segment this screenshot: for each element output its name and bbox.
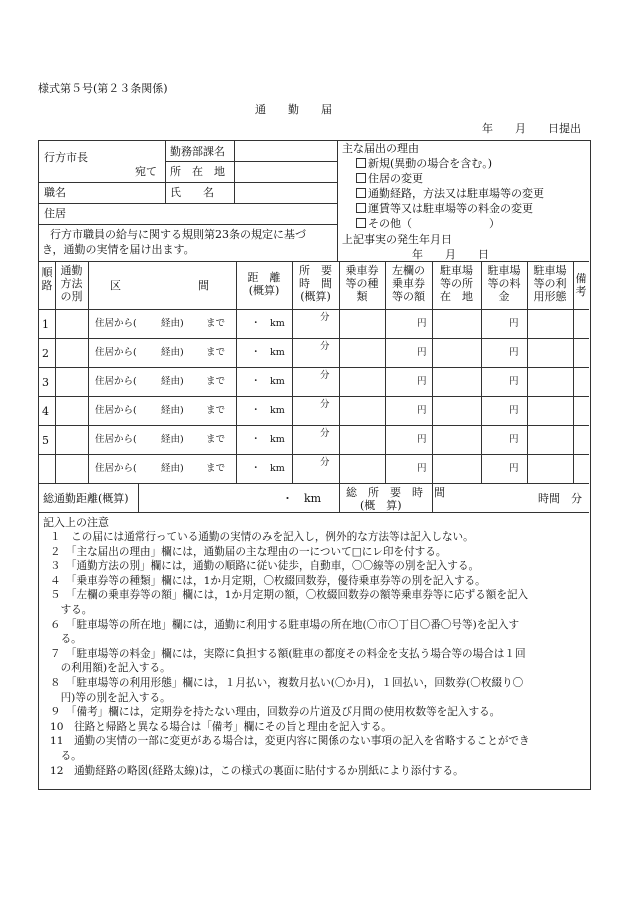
occurrence-date: 年 月 日: [412, 248, 489, 261]
note-line: 12 通勤経路の略図(経路太線)は，この様式の裏面に貼付するか別紙により添付する。: [50, 764, 464, 777]
note-line: ９ 「備考」欄には，定期券を持たない理由，回数券の片道及び月間の使用枚数等を記入する。: [50, 706, 501, 719]
notes-title: 記入上の注意: [43, 516, 109, 529]
distance-unit: ・ km: [251, 347, 285, 358]
minutes-unit: 分: [320, 457, 330, 468]
header-parking-fee: 駐車場 等の料 金: [487, 264, 521, 303]
note-line: ７ 「駐車場等の料金」欄には，実際に負担する額(駐車の都度その料金を支払う場合等の場合は１回: [50, 647, 526, 660]
row-number: 1: [42, 318, 49, 331]
parking-fee-yen: 円: [509, 347, 519, 358]
note-line: ６ 「駐車場等の所在地」欄には，通勤に利用する駐車場の所在地(〇市〇丁目〇番〇号等)を記入す: [50, 618, 520, 631]
header-parking-usage: 駐車場 等の利 用形態: [533, 264, 567, 303]
note-line: の利用額)を記入する。: [50, 662, 171, 675]
note-line: る。: [50, 750, 82, 762]
location-label: 所 在 地: [170, 165, 225, 178]
total-distance-unit: ・ km: [282, 492, 322, 505]
submission-date: 年 月 日提出: [482, 122, 581, 135]
header-section: 区 間: [110, 279, 209, 292]
name-label: 氏 名: [170, 186, 214, 199]
note-line: る。: [50, 633, 82, 646]
total-time-label-2: (概 算): [360, 499, 402, 512]
row-number: 4: [42, 405, 49, 418]
route-via: 経由): [161, 347, 184, 358]
distance-unit: ・ km: [251, 434, 285, 445]
checkbox-icon[interactable]: [356, 158, 366, 168]
reason-other[interactable]: その他（ ）: [356, 217, 500, 230]
row-number: 2: [42, 347, 49, 360]
distance-unit: ・ km: [251, 463, 285, 474]
checkbox-icon[interactable]: [356, 173, 366, 183]
occurrence-label: 上記事実の発生年月日: [342, 233, 452, 246]
header-method: 通勤 方法 の別: [60, 264, 83, 303]
reasons-title: 主な届出の理由: [342, 142, 419, 155]
distance-unit: ・ km: [251, 318, 285, 329]
route-to: まで: [206, 434, 226, 445]
header-time: 所 要 時 間 (概算): [299, 264, 332, 303]
note-line: 10 往路と帰路と異なる場合は「備考」欄にその旨と理由を記入する。: [50, 720, 392, 733]
route-to: まで: [206, 376, 226, 387]
route-to: まで: [206, 318, 226, 329]
note-line: ５ 「左欄の乗車券等の額」欄には，1か月定期の額，〇枚綴回数券の額等乗車券等に応ずる額を記入: [50, 589, 529, 602]
reason-route-change[interactable]: 通勤経路，方法又は駐車場等の変更: [356, 187, 544, 200]
reason-address-change[interactable]: 住居の変更: [356, 172, 423, 185]
dept-label: 勤務部課名: [170, 145, 225, 158]
checkbox-icon[interactable]: [356, 203, 366, 213]
fare-yen: 円: [417, 434, 427, 445]
total-time-label: 総 所 要 時 間: [346, 486, 445, 499]
route-via: 経由): [161, 463, 184, 474]
header-parking-location: 駐車場 等の所 在 地: [440, 264, 473, 303]
minutes-unit: 分: [320, 399, 330, 410]
address-label: 住居: [44, 207, 66, 220]
parking-fee-yen: 円: [509, 376, 519, 387]
declaration-line-2: き，通勤の実情を届け出ます。: [42, 243, 195, 256]
total-time-unit: 時間 分: [538, 492, 582, 505]
route-via: 経由): [161, 434, 184, 445]
fare-yen: 円: [417, 318, 427, 329]
checkbox-icon[interactable]: [356, 188, 366, 198]
route-via: 経由): [161, 376, 184, 387]
route-from: 住居から(: [95, 405, 137, 416]
note-line: ２ 「主な届出の理由」欄には，通勤届の主な理由の一について□にレ印を付する。: [50, 545, 447, 558]
route-from: 住居から(: [95, 463, 137, 474]
total-distance-label: 総通勤距離(概算): [43, 492, 129, 505]
parking-fee-yen: 円: [509, 318, 519, 329]
row-number: 3: [42, 376, 49, 389]
header-fare: 左欄の 乗車券 等の額: [392, 264, 425, 303]
fare-yen: 円: [417, 463, 427, 474]
distance-unit: ・ km: [251, 405, 285, 416]
note-line: ３ 「通勤方法の別」欄には，通勤の順路に従い徒歩，自動車，〇〇線等の別を記入する。: [50, 560, 480, 573]
addressee: 行方市長: [44, 151, 88, 164]
route-via: 経由): [161, 405, 184, 416]
minutes-unit: 分: [320, 312, 330, 323]
route-to: まで: [206, 347, 226, 358]
route-to: まで: [206, 405, 226, 416]
parking-fee-yen: 円: [509, 434, 519, 445]
header-order: 順 路: [41, 266, 53, 292]
note-line: ４ 「乗車券等の種類」欄には，1か月定期，〇枚綴回数券，優待乗車券等の別を記入する。: [50, 574, 486, 587]
route-from: 住居から(: [95, 434, 137, 445]
parking-fee-yen: 円: [509, 405, 519, 416]
fare-yen: 円: [417, 347, 427, 358]
form-number: 様式第５号(第２３条関係): [38, 82, 168, 95]
minutes-unit: 分: [320, 370, 330, 381]
note-line: 円)等の別を記入する。: [50, 691, 171, 704]
route-to: まで: [206, 463, 226, 474]
declaration-line-1: 行方市職員の給与に関する規則第23条の規定に基づ: [50, 228, 306, 241]
note-line: ８ 「駐車場等の利用形態」欄には，１月払い，複数月払い(〇か月)，１回払い，回数券(〇枚綴り〇: [50, 677, 524, 689]
minutes-unit: 分: [320, 341, 330, 352]
checkbox-icon[interactable]: [356, 218, 366, 228]
row-number: 5: [42, 434, 49, 447]
fare-yen: 円: [417, 376, 427, 387]
note-line: １ この届には通常行っている通勤の実情のみを記入し，例外的な方法等は記入しない。: [50, 531, 474, 543]
fare-yen: 円: [417, 405, 427, 416]
route-from: 住居から(: [95, 347, 137, 358]
reason-fare-change[interactable]: 運賃等又は駐車場等の料金の変更: [356, 202, 533, 215]
header-ticket-type: 乗車券 等の種 類: [345, 264, 379, 303]
form-title: 通 勤 届: [255, 103, 332, 116]
route-via: 経由): [161, 318, 184, 329]
note-line: する。: [50, 604, 93, 616]
post-label: 職名: [44, 186, 66, 199]
parking-fee-yen: 円: [509, 463, 519, 474]
note-line: 11 通勤の実情の一部に変更がある場合は，変更内容に関係のない事項の記入を省略することができ: [50, 735, 530, 748]
route-from: 住居から(: [95, 376, 137, 387]
header-remarks: 備 考: [575, 272, 587, 298]
minutes-unit: 分: [320, 428, 330, 439]
header-distance: 距 離 (概算): [247, 271, 281, 297]
route-from: 住居から(: [95, 318, 137, 329]
distance-unit: ・ km: [251, 376, 285, 387]
reason-new[interactable]: 新規(異動の場合を含む。): [356, 157, 492, 170]
atena-label: 宛て: [135, 165, 157, 178]
